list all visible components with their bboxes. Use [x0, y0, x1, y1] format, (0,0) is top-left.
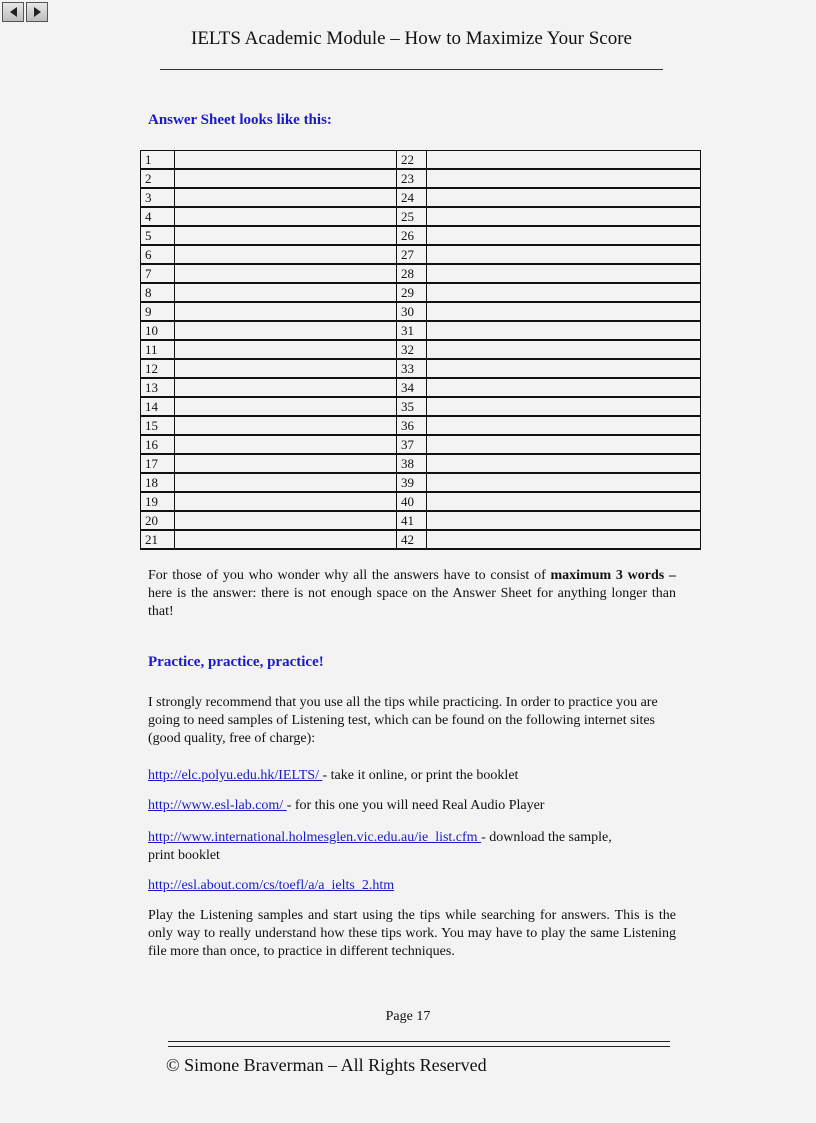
answer-row — [141, 492, 701, 511]
triangle-left-icon — [10, 7, 17, 17]
answer-blank — [175, 340, 397, 359]
triangle-right-icon — [34, 7, 41, 17]
answer-blank — [427, 151, 701, 170]
answer-blank — [427, 378, 701, 397]
question-number: 24 — [397, 188, 427, 207]
answer-blank — [427, 492, 701, 511]
answer-blank — [427, 283, 701, 302]
esl-lab-link[interactable]: http://www.esl-lab.com/ — [148, 798, 287, 813]
question-number: 35 — [397, 397, 427, 416]
answer-row — [141, 188, 701, 207]
question-number: 9 — [141, 302, 175, 321]
answer-row — [141, 340, 701, 359]
question-number: 33 — [397, 359, 427, 378]
answer-blank — [427, 302, 701, 321]
answer-blank — [175, 169, 397, 188]
question-number: 28 — [397, 264, 427, 283]
question-number: 6 — [141, 245, 175, 264]
holmesglen-link[interactable]: http://www.international.holmesglen.vic.edu.au/ie_list.cfm — [148, 830, 482, 845]
answer-row — [141, 302, 701, 321]
answer-row — [141, 530, 701, 549]
question-number: 8 — [141, 283, 175, 302]
answer-blank — [427, 416, 701, 435]
question-number: 42 — [397, 530, 427, 549]
question-number: 40 — [397, 492, 427, 511]
answer-blank — [427, 226, 701, 245]
question-number: 34 — [397, 378, 427, 397]
question-number: 16 — [141, 435, 175, 454]
answer-blank — [175, 435, 397, 454]
answer-blank — [427, 188, 701, 207]
question-number: 31 — [397, 321, 427, 340]
practice-heading: Practice, practice, practice! — [148, 654, 324, 670]
answer-row — [141, 283, 701, 302]
answer-blank — [175, 245, 397, 264]
answer-blank — [175, 511, 397, 530]
answer-blank — [427, 511, 701, 530]
answer-blank — [175, 226, 397, 245]
answer-row — [141, 435, 701, 454]
previous-page-button[interactable] — [2, 2, 24, 22]
header-divider — [160, 69, 663, 70]
question-number: 23 — [397, 169, 427, 188]
question-number: 10 — [141, 321, 175, 340]
answer-blank — [175, 378, 397, 397]
answer-row — [141, 151, 701, 170]
practice-intro-paragraph: I strongly recommend that you use all the tips while practicing. In order to practice you are going to need samples of Listening test, which can be found on the following internet sites (good quality, free of charge): — [148, 695, 658, 746]
answer-row — [141, 473, 701, 492]
page-number: Page 17 — [385, 1009, 431, 1024]
answer-blank — [175, 302, 397, 321]
answer-blank — [175, 530, 397, 549]
answer-blank — [427, 473, 701, 492]
question-number: 19 — [141, 492, 175, 511]
page-header-title: IELTS Academic Module – How to Maximize Your Score — [191, 28, 632, 49]
question-number: 2 — [141, 169, 175, 188]
resource-link-item: http://www.international.holmesglen.vic.edu.au/ie_list.cfm - download the sample, print booklet — [148, 830, 612, 863]
answer-blank — [175, 492, 397, 511]
navigation-buttons — [2, 2, 48, 22]
answer-blank — [427, 169, 701, 188]
question-number: 21 — [141, 530, 175, 549]
answer-row — [141, 226, 701, 245]
question-number: 1 — [141, 151, 175, 170]
resource-link-item — [148, 877, 394, 895]
question-number: 36 — [397, 416, 427, 435]
question-number: 11 — [141, 340, 175, 359]
answer-blank — [427, 340, 701, 359]
next-page-button[interactable] — [26, 2, 48, 22]
answer-blank — [427, 454, 701, 473]
answer-blank — [175, 454, 397, 473]
answer-blank — [427, 397, 701, 416]
answer-blank — [427, 207, 701, 226]
question-number: 32 — [397, 340, 427, 359]
answer-row — [141, 264, 701, 283]
footer-divider — [168, 1041, 670, 1047]
question-number: 20 — [141, 511, 175, 530]
question-number: 41 — [397, 511, 427, 530]
answer-row — [141, 397, 701, 416]
answer-blank — [427, 264, 701, 283]
answer-blank — [427, 321, 701, 340]
answer-blank — [427, 245, 701, 264]
question-number: 22 — [397, 151, 427, 170]
question-number: 18 — [141, 473, 175, 492]
answer-blank — [175, 264, 397, 283]
answer-blank — [427, 359, 701, 378]
answer-sheet-table — [140, 150, 701, 550]
answer-blank — [175, 207, 397, 226]
answer-sheet-heading: Answer Sheet looks like this: — [148, 112, 332, 128]
answer-blank — [427, 435, 701, 454]
answer-blank — [175, 151, 397, 170]
answer-blank — [427, 530, 701, 549]
answer-blank — [175, 397, 397, 416]
question-number: 39 — [397, 473, 427, 492]
answer-blank — [175, 416, 397, 435]
question-number: 27 — [397, 245, 427, 264]
question-number: 37 — [397, 435, 427, 454]
question-number: 13 — [141, 378, 175, 397]
answer-row — [141, 416, 701, 435]
answer-row — [141, 378, 701, 397]
answer-blank — [175, 321, 397, 340]
question-number: 29 — [397, 283, 427, 302]
esl-about-link[interactable]: http://esl.about.com/cs/toefl/a/a_ielts_2.htm — [148, 878, 395, 893]
answer-row — [141, 245, 701, 264]
answer-row — [141, 511, 701, 530]
question-number: 17 — [141, 454, 175, 473]
answer-row — [141, 207, 701, 226]
question-number: 12 — [141, 359, 175, 378]
polyu-link[interactable]: http://elc.polyu.edu.hk/IELTS/ — [148, 768, 323, 783]
question-number: 25 — [397, 207, 427, 226]
resource-link-item: http://www.esl-lab.com/ - for this one you will need Real Audio Player — [148, 798, 545, 813]
answer-blank — [175, 283, 397, 302]
question-number: 4 — [141, 207, 175, 226]
answer-blank — [175, 188, 397, 207]
answer-row — [141, 169, 701, 188]
copyright-notice: © Simone Braverman – All Rights Reserved — [166, 1055, 487, 1075]
answer-row — [141, 321, 701, 340]
question-number: 38 — [397, 454, 427, 473]
answer-length-paragraph: For those of you who wonder why all the answers have to consist of maximum 3 words – here is the answer: there is not enough space on the Answer Sheet for anything longer than that! — [148, 568, 676, 619]
question-number: 7 — [141, 264, 175, 283]
resource-link-item: http://elc.polyu.edu.hk/IELTS/ - take it online, or print the booklet — [148, 768, 519, 783]
question-number: 15 — [141, 416, 175, 435]
practice-advice-paragraph: Play the Listening samples and start using the tips while searching for answers. This is the only way to really understand how these tips work. You may have to play the same Listening file more than once, to practice in different techniques. — [148, 908, 676, 959]
answer-row — [141, 359, 701, 378]
answer-blank — [175, 473, 397, 492]
answer-row — [141, 454, 701, 473]
question-number: 3 — [141, 188, 175, 207]
question-number: 30 — [397, 302, 427, 321]
question-number: 14 — [141, 397, 175, 416]
question-number: 26 — [397, 226, 427, 245]
answer-blank — [175, 359, 397, 378]
question-number: 5 — [141, 226, 175, 245]
